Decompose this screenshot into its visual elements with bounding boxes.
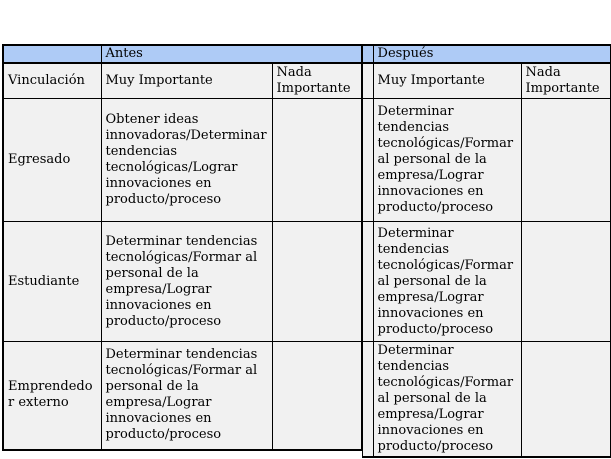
despues-muy-importante-egresado-cell: Determinar tendencias tecnológicas/Formar al personal de la empresa/Lograr innovaciones en producto/proceso [373,99,521,222]
header-nada-importante-despues: Nada Importante [521,63,611,99]
antes-muy-importante-emprendedor-cell: Determinar tendencias tecnológicas/Formar al personal de la empresa/Lograr innovaciones en producto/proceso [101,342,272,450]
despues-muy-importante-emprendedor-cell: Determinar tendencias tecnológicas/Formar al personal de la empresa/Lograr innovaciones en producto/proceso [373,342,521,458]
spacer-cell [362,342,373,458]
table-row-emprendedor-externo [3,342,361,450]
antes-muy-importante-egresado-cell: Obtener ideas innovadoras/Determinar tendencias tecnológicas/Lograr innovaciones en producto/proceso [101,99,272,222]
row-label-estudiante: Estudiante [3,222,101,342]
despues-row-estudiante [362,222,611,342]
despues-row-emprendedor-externo [362,342,611,458]
header-vinculacion: Vinculación [3,63,101,99]
table-row-egresado [3,99,361,222]
despues-nada-importante-emprendedor-cell [521,342,611,458]
despues-table [362,44,611,458]
antes-muy-importante-estudiante-cell: Determinar tendencias tecnológicas/Formar al personal de la empresa/Lograr innovaciones en producto/proceso [101,222,272,342]
despues-row-egresado [362,99,611,222]
despues-nada-importante-egresado-cell [521,99,611,222]
antes-header-row [3,63,361,99]
despues-band-row [362,45,611,63]
antes-band-header: Antes [101,45,361,63]
despues-band-header: Después [373,45,611,63]
spacer-cell [362,222,373,342]
antes-nada-importante-estudiante-cell [272,222,361,342]
spacer-cell [362,63,373,99]
vinculacion-comparison-table [2,44,611,458]
antes-table [2,44,362,451]
table-row-estudiante [3,222,361,342]
band-spacer-cell [362,45,373,63]
antes-band-row [3,45,361,63]
corner-cell [3,45,101,63]
spacer-cell [362,99,373,222]
despues-muy-importante-estudiante-cell: Determinar tendencias tecnológicas/Formar al personal de la empresa/Lograr innovaciones en producto/proceso [373,222,521,342]
antes-nada-importante-egresado-cell [272,99,361,222]
header-muy-importante-despues: Muy Importante [373,63,521,99]
row-label-emprendedor-externo: Emprendedor externo [3,342,101,450]
despues-header-row [362,63,611,99]
header-muy-importante-antes: Muy Importante [101,63,272,99]
header-nada-importante-antes: Nada Importante [272,63,361,99]
row-label-egresado: Egresado [3,99,101,222]
despues-nada-importante-estudiante-cell [521,222,611,342]
antes-nada-importante-emprendedor-cell [272,342,361,450]
